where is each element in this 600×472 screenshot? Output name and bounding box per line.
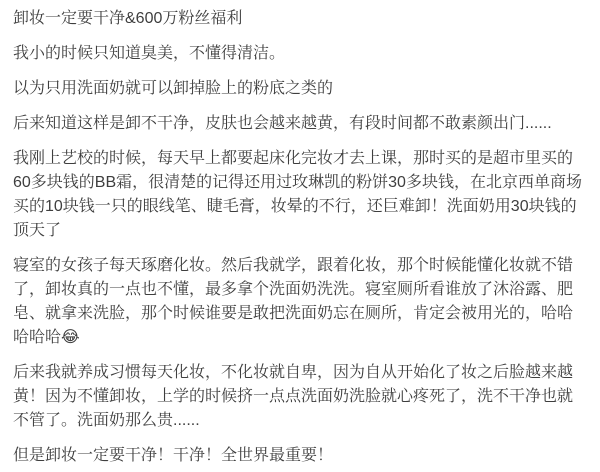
note-paragraph-4: 我刚上艺校的时候，每天早上都要起床化完妆才去上课，那时买的是超市里买的60多块钱的BB霜，很清楚的记得还用过玫琳凯的粉饼30多块钱，在北京西单商场买的10块钱一只的眼线笔、睫毛膏，妆晕的不行，还巨难卸！洗面奶用30块钱的顶天了 (13, 150, 582, 239)
note-paragraph-5: 寝室的女孩子每天琢磨化妆。然后我就学，跟着化妆，那个时候能懂化妆就不错了，卸妆真的一点也不懂，最多拿个洗面奶洗洗。寝室厕所看谁放了沐浴露、肥皂、就拿来洗脸，那个时候谁要是敢把洗面奶忘在厕所，肯定会被用光的，哈哈哈哈哈😂 (13, 257, 574, 346)
note-paragraph-1: 我小的时候只知道臭美，不懂得清洁。 (13, 45, 286, 62)
note-paragraph-3: 后来知道这样是卸不干净，皮肤也会越来越黄，有段时间都不敢素颜出门...... (13, 115, 552, 132)
note-title: 卸妆一定要干净&600万粉丝福利 (13, 10, 243, 27)
note-paragraph-7: 但是卸妆一定要干净！干净！全世界最重要！ (13, 447, 334, 464)
note-paragraph-6: 后来我就养成习惯每天化妆，不化妆就自卑，因为自从开始化了妆之后脸越来越黄！因为不懂卸妆，上学的时候挤一点点洗面奶洗脸就心疼死了，洗不干净也就不管了。洗面奶那么贵...... (13, 364, 574, 429)
note-paragraph-2: 以为只用洗面奶就可以卸掉脸上的粉底之类的 (13, 80, 334, 97)
